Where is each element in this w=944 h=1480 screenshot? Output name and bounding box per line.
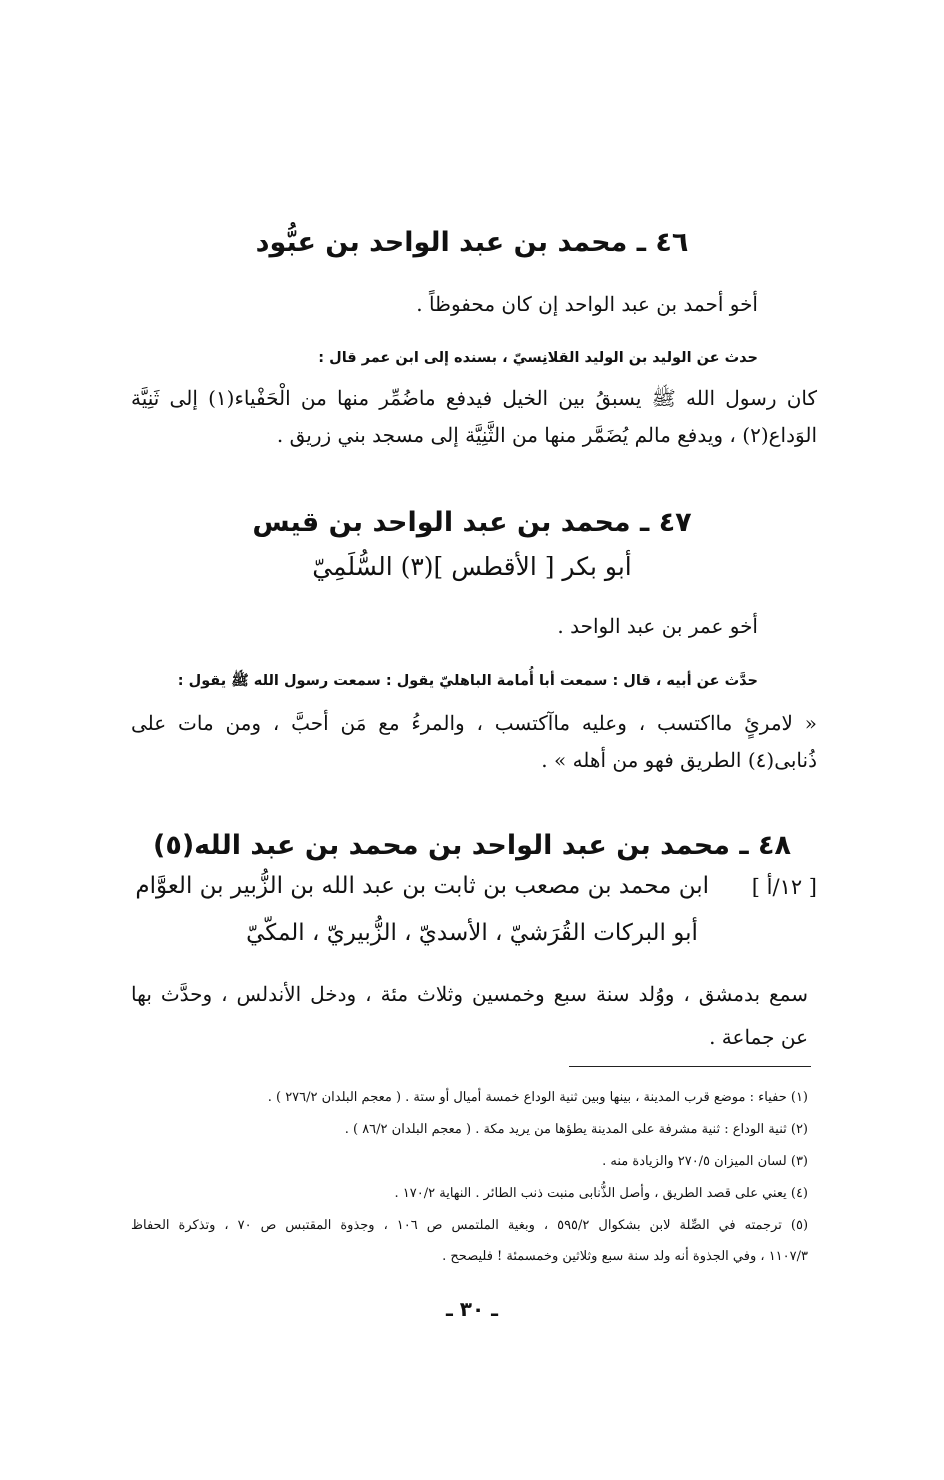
entry-46-isnad: حدث عن الوليد بن الوليد القلانِسيّ ، بسنده إلى ابن عمر قال :	[318, 350, 758, 366]
footnote-3: (٣) لسان الميزان ٢٧٠/٥ والزيادة منه .	[602, 1154, 808, 1169]
entry-46-text-line-2: الوَداع(٢) ، ويدفع مالم يُضَمَّر منها من الثَّنِيَّة إلى مسجد بني زريق .	[276, 423, 817, 447]
entry-46-intro: أخو أحمد بن عبد الواحد إن كان محفوظاً .	[416, 292, 758, 316]
entry-47-intro: أخو عمر بن عبد الواحد .	[557, 614, 758, 638]
footnote-5-line-2: ١١٠٧/٣ ، وفي الجذوة أنه ولد سنة سبع وثلاثين وخمسمئة ! فليصحح .	[442, 1249, 808, 1264]
footnote-5-line-1: (٥) ترجمته في الصِّلة لابن بشكوال ٥٩٥/٢ ، وبغية الملتمس ص ١٠٦ ، وجذوة المقتبس ص ٧٠ ، وتذكرة الحفاظ	[131, 1218, 809, 1233]
entry-48-text-line-1: سمع بدمشق ، ووُلد سنة سبع وخمسين وثلاث مئة ، ودخل الأندلس ، وحدَّث بها	[131, 982, 808, 1006]
entry-48-title: ٤٨ ـ محمد بن عبد الواحد بن محمد بن عبد الله(٥)	[153, 830, 791, 861]
entry-48-lineage: ابن محمد بن مصعب بن ثابت بن عبد الله بن الزُّبير بن العوَّام	[135, 873, 709, 899]
entry-46-text-line-1: كان رسول الله ﷺ يسبقُ بين الخيل فيدفع ماضُمِّر منها من الْحَفْياء(١) إلى ثَنِيَّة	[131, 386, 817, 410]
entry-47-text-line-1: « لامرئٍ مااكتسب ، وعليه ماآكتسب ، والمرءُ مع مَن أحبَّ ، ومن مات على	[131, 711, 817, 735]
entry-47-subtitle: أبو بكر [ الأقطس ](٣) السُّلَمِيّ	[312, 552, 632, 581]
entry-47-title: ٤٧ ـ محمد بن عبد الواحد بن قيس	[252, 507, 692, 538]
entry-48-kunya: أبو البركات القُرَشيّ ، الأسديّ ، الزُّبيريّ ، المكّيّ	[246, 920, 698, 946]
footnote-2: (٢) ثنية الوداع : ثنية مشرفة على المدينة يطؤها من يريد مكة . ( معجم البلدان ٨٦/٢ ) .	[344, 1122, 808, 1137]
entry-47-text-line-2: ذُنابى(٤) الطريق فهو من أهله » .	[541, 748, 817, 772]
footnote-4: (٤) يعني على قصد الطريق ، وأصل الذُّنابى منبت ذنب الطائر . النهاية ١٧٠/٢ .	[394, 1186, 808, 1201]
page-number: ـ ٣٠ ـ	[445, 1297, 499, 1321]
folio-marker: [ ١٢/أ ]	[751, 875, 817, 899]
entry-48-text-line-2: عن جماعة .	[709, 1025, 808, 1049]
footnote-1: (١) حفياء : موضع قرب المدينة ، بينها وبين ثنية الوداع خمسة أميال أو ستة . ( معجم البلدان ٢٧٦/٢ ) .	[267, 1090, 808, 1105]
entry-46-title: ٤٦ ـ محمد بن عبد الواحد بن عبُّود	[255, 227, 689, 258]
entry-47-isnad: حدَّث عن أبيه ، قال : سمعت أبا أُمامة الباهليّ يقول : سمعت رسول الله ﷺ يقول :	[177, 673, 758, 689]
footnote-separator	[569, 1066, 811, 1067]
